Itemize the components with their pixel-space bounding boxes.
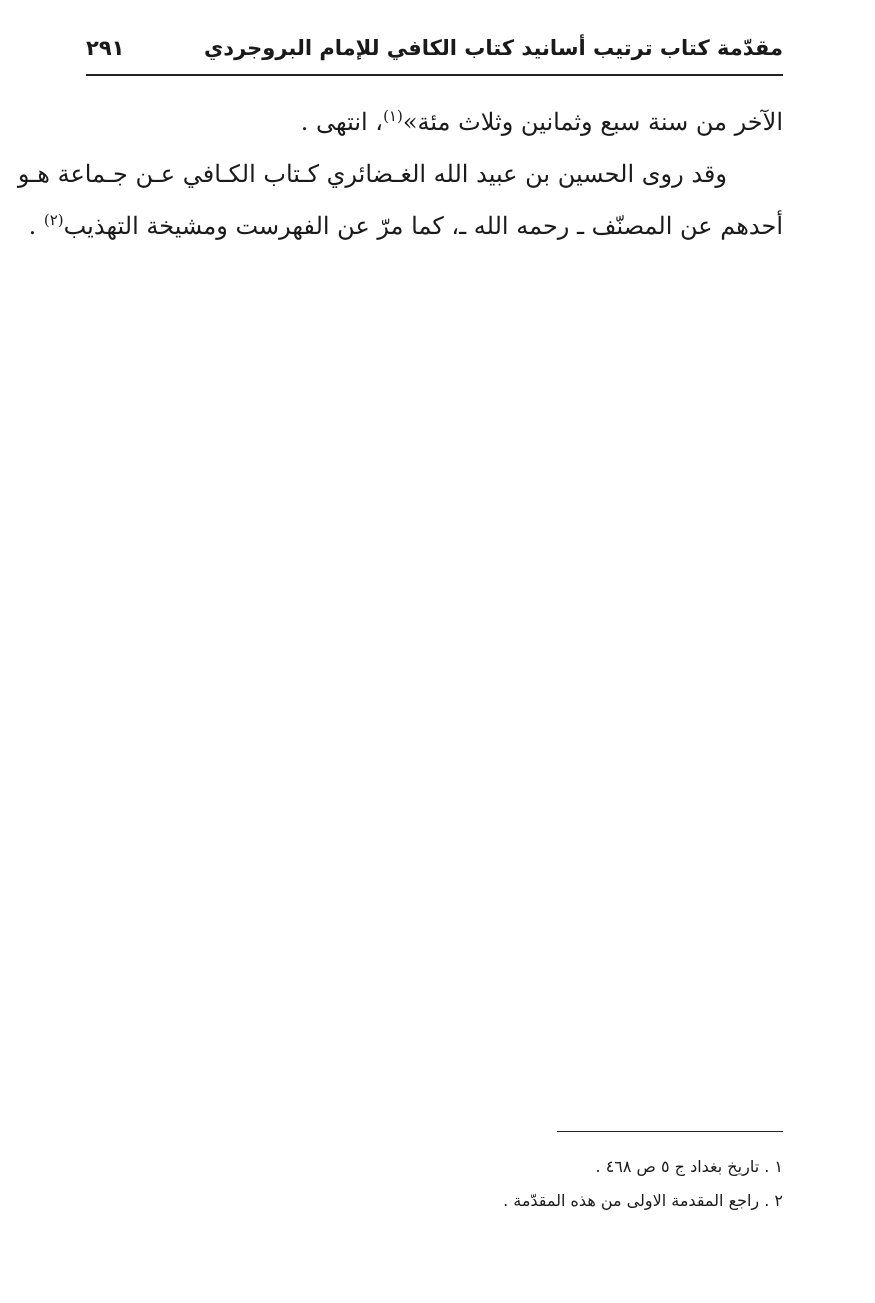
text-line-content: وقد روى الحسين بن عبيد الله الغـضائري كـتاب الكـافي عـن جـماعة هـو bbox=[17, 160, 727, 188]
text-line-tail: ، انتهى . bbox=[300, 108, 384, 136]
page-header bbox=[86, 32, 783, 76]
footnote: ١ . تاريخ بغداد ج ٥ ص ٤٦٨ . bbox=[595, 1157, 783, 1176]
footnotes bbox=[300, 1150, 783, 1218]
text-line bbox=[28, 200, 783, 252]
footnote-marker[interactable]: (١) bbox=[383, 107, 403, 125]
footnote-separator bbox=[557, 1131, 783, 1132]
page-number: ٢٩١ bbox=[86, 36, 125, 60]
main-text bbox=[17, 96, 783, 252]
text-line-content: أحدهم عن المصنّف ـ رحمه الله ـ، كما مرّ عن الفهرست ومشيخة التهذيب bbox=[63, 212, 783, 240]
footnote-marker[interactable]: (٢) bbox=[43, 211, 64, 229]
text-line bbox=[17, 148, 783, 200]
footnote: ٢ . راجع المقدمة الاولى من هذه المقدّمة . bbox=[503, 1191, 783, 1210]
text-line-tail: . bbox=[28, 212, 44, 240]
running-title: مقدّمة كتاب ترتيب أسانيد كتاب الكافي للإمام البروجردي bbox=[204, 36, 783, 60]
text-line bbox=[86, 96, 783, 148]
text-line-content: الآخر من سنة سبع وثمانين وثلاث مئة» bbox=[402, 108, 783, 136]
header-rule bbox=[86, 74, 783, 76]
